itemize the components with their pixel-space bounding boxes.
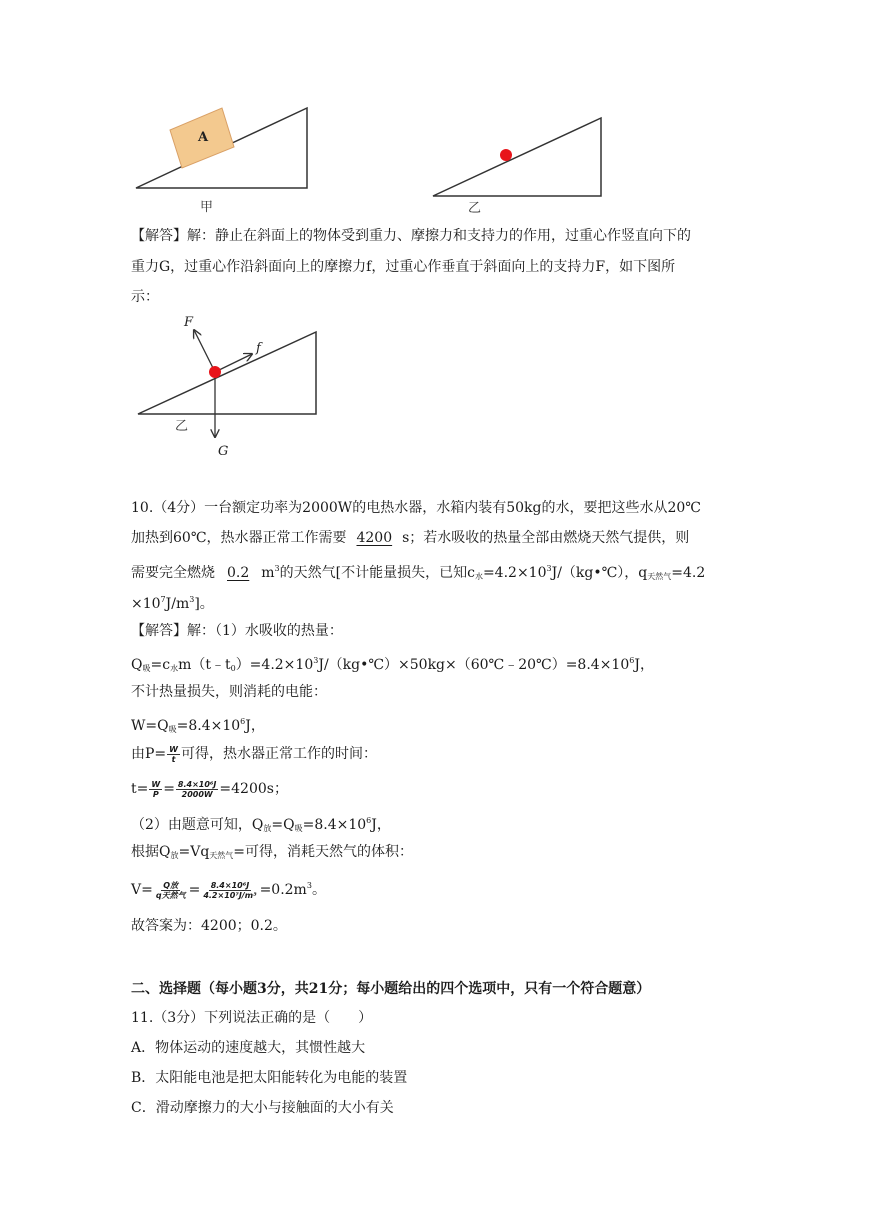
label-F: F <box>184 315 194 330</box>
ans-text: Q <box>131 657 143 673</box>
ans-text: J， <box>245 718 265 734</box>
denominator: 4.2×10⁷J/m³ <box>203 890 257 900</box>
q10-text: J/（kg•℃），q <box>551 565 648 581</box>
ball-answer <box>209 366 221 378</box>
ans-text: W=Q <box>131 718 169 734</box>
numerator: Q放 <box>163 880 179 890</box>
q10-text: m <box>261 565 275 581</box>
ans-text: J， <box>634 657 654 673</box>
answer10-line6 <box>131 776 288 802</box>
q10-text: ]。 <box>194 596 214 612</box>
ans-text: =Vq <box>178 844 210 860</box>
ball-yi <box>500 149 512 161</box>
subscript: 吸 <box>142 664 151 673</box>
numerator: 8.4×10⁶J <box>210 880 250 890</box>
ans-text: =4200s； <box>219 781 288 797</box>
exponent: 6 <box>240 717 246 726</box>
block-a-label: A <box>198 130 209 145</box>
answer10-line7 <box>131 811 391 839</box>
q10-text: 需要完全燃烧 <box>131 565 215 581</box>
incline-yi <box>433 118 601 196</box>
ans-text: =可得，消耗天然气的体积： <box>233 844 414 860</box>
option-a: A．物体运动的速度越大，其惯性越大 <box>131 1040 366 1056</box>
label-G: G <box>218 444 229 459</box>
q10-text: ×10 <box>131 596 161 612</box>
ans-text: =8.4×10 <box>176 718 241 734</box>
denominator: t <box>171 754 176 764</box>
ans-text: 根据Q <box>131 844 171 860</box>
fraction-energy-over-power <box>176 780 219 799</box>
denominator: q天然气 <box>155 890 186 900</box>
ans-text: m（t﹣t <box>178 657 231 673</box>
answer10-line8 <box>131 842 413 866</box>
q10-line1: 10.（4分）一台额定功率为2000W的电热水器，水箱内装有50kg的水，要把这些水从20℃ <box>131 500 701 516</box>
answer-fig-caption: 乙 <box>175 419 189 434</box>
answer9-line1: 【解答】解：静止在斜面上的物体受到重力、摩擦力和支持力的作用，过重心作竖直向下的 <box>131 228 691 244</box>
ans-text: 由P= <box>131 746 167 762</box>
fraction-energy-over-heat-value <box>201 881 258 900</box>
subscript: 水 <box>474 572 483 581</box>
q10-line3 <box>131 559 705 587</box>
q10-blank2: 0.2 <box>227 565 250 581</box>
fraction-w-over-t <box>167 745 180 764</box>
option-c: C．滑动摩擦力的大小与接触面的大小有关 <box>131 1100 394 1116</box>
figure-jia <box>130 100 320 218</box>
q10-text: 加热到60℃，热水器正常工作需要 <box>131 530 347 546</box>
answer10-line5 <box>131 741 377 767</box>
q10-text: 的天然气[不计能量损失，已知c <box>279 565 475 581</box>
answer10-line4 <box>131 712 265 740</box>
answer10-line3: 不计热量损失，则消耗的电能： <box>131 684 327 700</box>
ans-text: 可得，热水器正常工作的时间： <box>180 746 377 762</box>
ans-text: =Q <box>271 817 295 833</box>
subscript: 吸 <box>168 725 177 734</box>
numerator: W <box>151 779 161 789</box>
subscript: 放 <box>263 824 272 833</box>
q10-text: =4.2 <box>671 565 706 581</box>
ans-text: = <box>188 882 201 898</box>
ans-text: ）=4.2×10 <box>235 657 314 673</box>
ans-text: t= <box>131 781 149 797</box>
subscript: 吸 <box>294 824 303 833</box>
ans-text: J/（kg•℃）×50kg×（60℃﹣20℃）=8.4×10 <box>318 657 630 673</box>
denominator: P <box>152 789 159 799</box>
fraction-q-over-q <box>154 881 188 900</box>
exponent: 3 <box>189 595 195 604</box>
incline-answer <box>138 332 316 414</box>
ans-text: J， <box>371 817 391 833</box>
numerator: W <box>169 744 178 754</box>
answer10-conclusion: 故答案为：4200；0.2。 <box>131 918 287 934</box>
answer10-line9 <box>131 872 326 904</box>
ans-text: 。 <box>311 882 326 898</box>
subscript: 0 <box>230 664 236 673</box>
denominator: 2000W <box>181 789 213 799</box>
question-11: 11.（3分）下列说法正确的是（ ） <box>131 1010 373 1026</box>
answer-force-diagram <box>130 312 330 462</box>
ans-text: V= <box>131 882 153 898</box>
ans-text: =8.4×10 <box>302 817 367 833</box>
ans-text: =0.2m <box>259 882 307 898</box>
q10-line4 <box>131 590 214 614</box>
exponent: 3 <box>274 564 280 573</box>
exponent: 7 <box>160 595 166 604</box>
subscript: 放 <box>170 851 179 860</box>
subscript: 水 <box>170 664 179 673</box>
figure-yi-caption: 乙 <box>468 201 482 215</box>
numerator: 8.4×10⁶J <box>177 779 217 789</box>
q10-text: =4.2×10 <box>482 565 547 581</box>
exponent: 3 <box>313 656 319 665</box>
subscript: 天然气 <box>647 572 672 581</box>
section2-heading: 二、选择题（每小题3分，共21分；每小题给出的四个选项中，只有一个符合题意） <box>131 981 651 997</box>
q10-blank1: 4200 <box>356 530 393 546</box>
answer10-line2 <box>131 651 654 679</box>
q10-text: s；若水吸收的热量全部由燃烧天然气提供，则 <box>402 530 690 546</box>
subscript: 天然气 <box>209 851 234 860</box>
answer9-line2: 重力G，过重心作沿斜面向上的摩擦力f，过重心作垂直于斜面向上的支持力F，如下图所 <box>131 259 676 275</box>
exponent: 6 <box>629 656 635 665</box>
option-b: B．太阳能电池是把太阳能转化为电能的装置 <box>131 1070 408 1086</box>
label-f: f <box>256 341 261 356</box>
answer10-line1: 【解答】解：（1）水吸收的热量： <box>131 623 343 639</box>
figure-jia-caption: 甲 <box>200 200 214 215</box>
figure-yi <box>428 110 608 215</box>
ans-text: =c <box>150 657 171 673</box>
exponent: 3 <box>546 564 552 573</box>
q10-text: J/m <box>165 596 190 612</box>
answer9-line3: 示： <box>131 289 159 305</box>
ans-text: = <box>163 781 175 797</box>
q10-line2 <box>131 528 689 548</box>
force-F-arrow <box>194 330 215 372</box>
exponent: 6 <box>366 816 372 825</box>
ans-text: （2）由题意可知，Q <box>131 817 264 833</box>
exponent: 3 <box>306 881 312 890</box>
fraction-w-over-p <box>149 780 162 799</box>
